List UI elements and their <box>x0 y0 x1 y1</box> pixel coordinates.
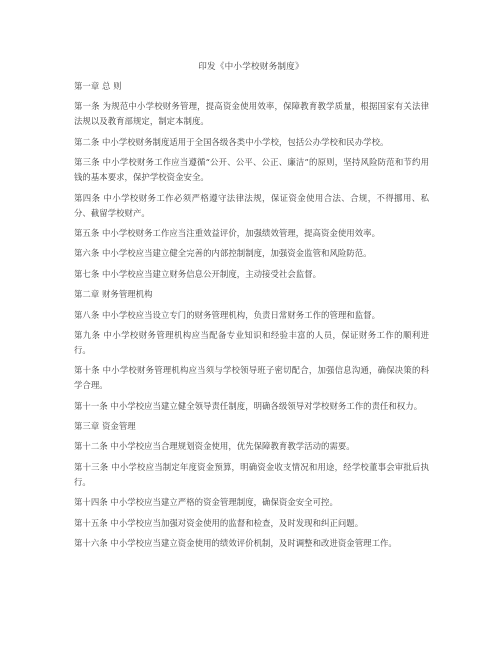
article-paragraph: 第十一条 中小学校应当建立健全领导责任制度，明确各级领导对学校财务工作的责任和权力。 <box>74 400 423 411</box>
article-paragraph: 第一条 为规范中小学校财务管理，提高资金使用效率，保障教育教学质量，根据国家有关法律法规以及教育部规定，制定本制度。 <box>74 101 429 127</box>
article-paragraph: 第二条 中小学校财务制度适用于全国各级各类中小学校，包括公办学校和民办学校。 <box>74 136 389 147</box>
article-paragraph: 第九条 中小学校财务管理机构应当配备专业知识和经验丰富的人员，保证财务工作的顺利进行。 <box>74 329 429 355</box>
chapter-heading: 第三章 资金管理 <box>74 421 136 432</box>
article-paragraph: 第八条 中小学校应当设立专门的财务管理机构，负责日常财务工作的管理和监督。 <box>74 309 381 320</box>
article-paragraph: 第三条 中小学校财务工作应当遵循“公开、公平、公正、廉洁”的原则，坚持风险防范和节约用钱的基本要求，保护学校资金安全。 <box>74 157 429 183</box>
document-body <box>74 79 429 556</box>
article-paragraph: 第十四条 中小学校应当建立严格的资金管理制度，确保资金安全可控。 <box>74 497 338 508</box>
article-paragraph: 第十二条 中小学校应当合理规划资金使用，优先保障教育教学活动的需要。 <box>74 441 355 452</box>
article-paragraph: 第十六条 中小学校应当建立资金使用的绩效评价机制，及时调整和改进资金管理工作。 <box>74 538 397 549</box>
article-paragraph: 第六条 中小学校应当建立健全完善的内部控制制度，加强资金监管和风险防范。 <box>74 248 372 259</box>
article-paragraph: 第五条 中小学校财务工作应当注重效益评价，加强绩效管理，提高资金使用效率。 <box>74 227 381 238</box>
article-paragraph: 第十五条 中小学校应当加强对资金使用的监督和检查，及时发现和纠正问题。 <box>74 517 364 528</box>
article-paragraph: 第十条 中小学校财务管理机构应当须与学校领导班子密切配合，加强信息沟通，确保决策的科学合理。 <box>74 365 429 391</box>
article-paragraph: 第十三条 中小学校应当制定年度资金预算，明确资金收支情况和用途，经学校董事会审批后执行。 <box>74 461 429 487</box>
chapter-heading: 第一章 总 则 <box>74 81 122 91</box>
document-title: 印发《中小学校财务制度》 <box>198 62 304 72</box>
chapter-heading: 第二章 财务管理机构 <box>74 289 153 300</box>
article-paragraph: 第四条 中小学校财务工作必须严格遵守法律法规，保证资金使用合法、合规，不得挪用、私分、截留学校财产。 <box>74 192 429 218</box>
article-paragraph: 第七条 中小学校应当建立财务信息公开制度，主动接受社会监督。 <box>74 268 322 279</box>
